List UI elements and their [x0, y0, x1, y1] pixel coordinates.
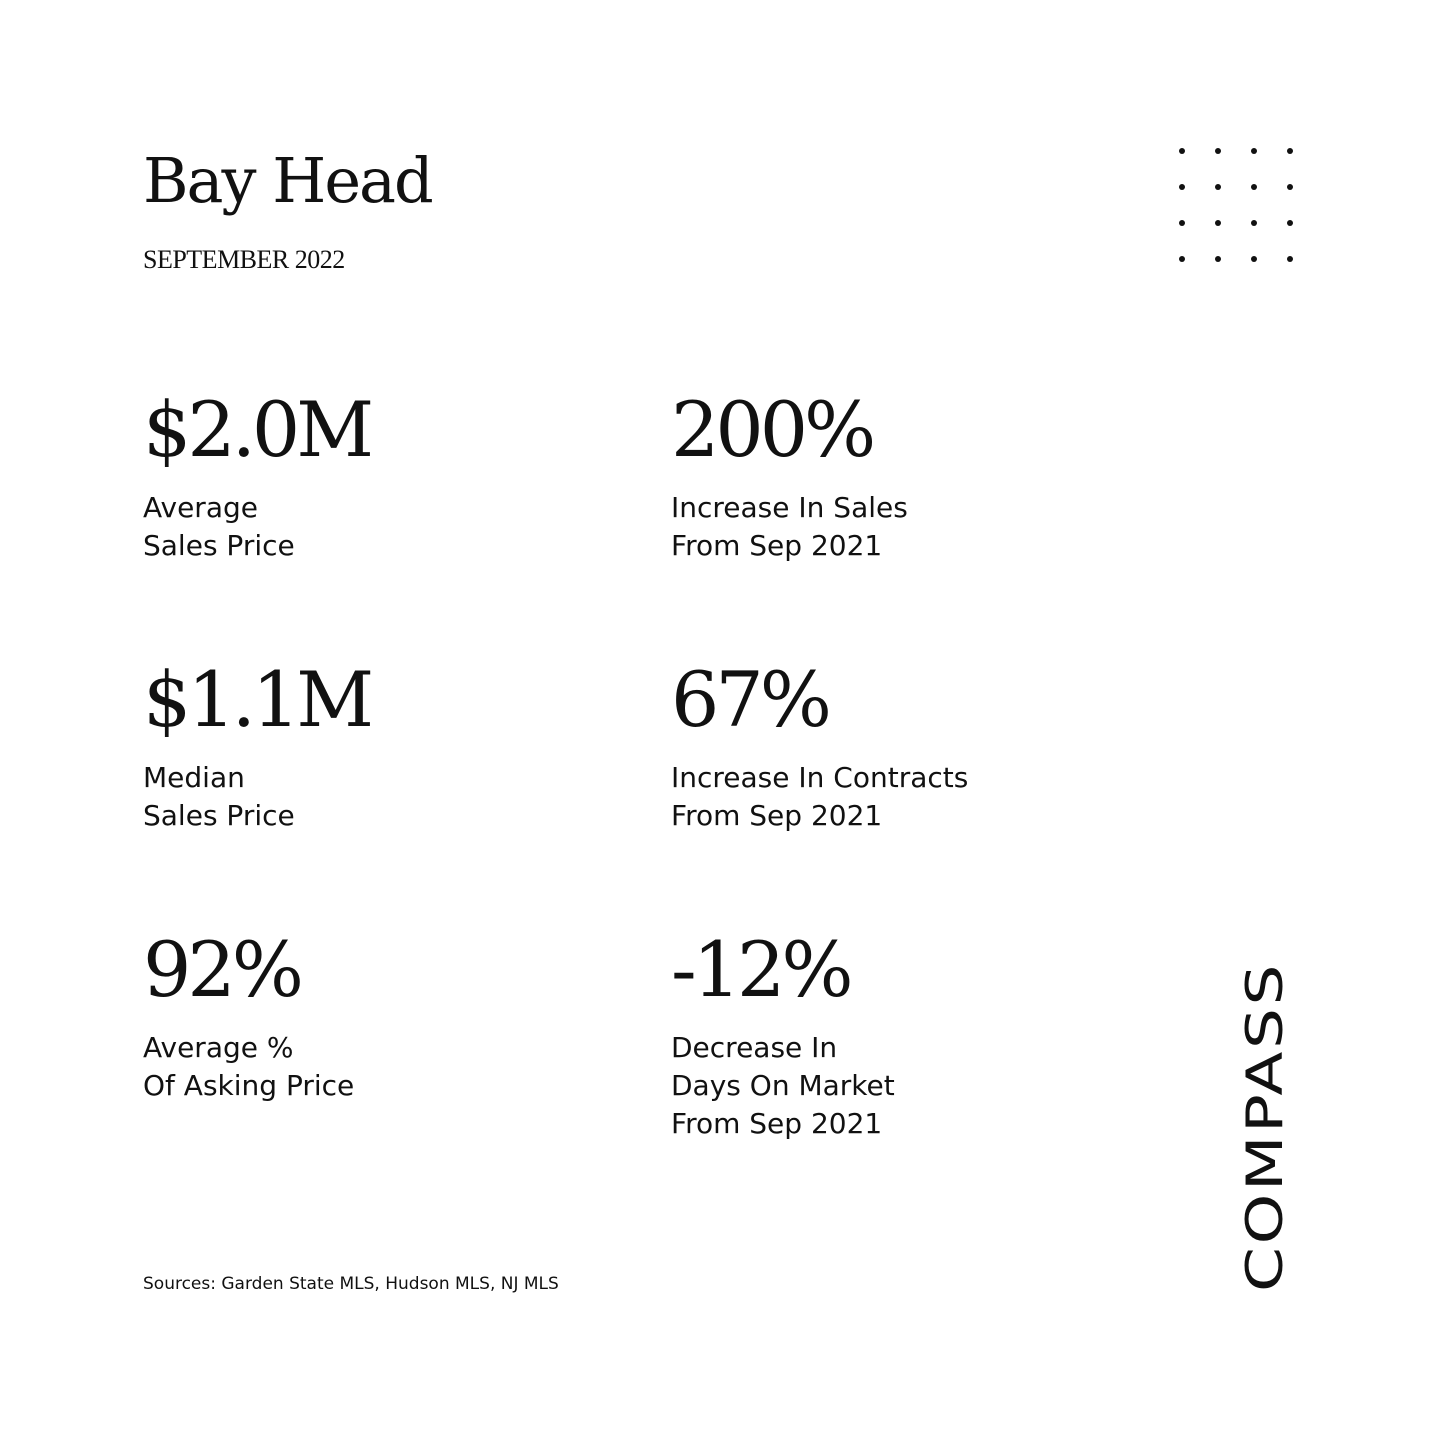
stat-increase-in-sales [671, 385, 908, 565]
stat-increase-in-contracts [671, 655, 969, 835]
dot-grid-icon [1172, 141, 1302, 271]
stat-label: Increase In Contracts From Sep 2021 [671, 761, 969, 832]
stat-label: Increase In Sales From Sep 2021 [671, 491, 908, 562]
page-title: Bay Head [143, 144, 432, 217]
stat-label: Average Sales Price [143, 491, 295, 562]
stat-label: Average % Of Asking Price [143, 1031, 355, 1102]
stat-value: $1.1M [143, 655, 371, 744]
stat-label: Decrease In Days On Market From Sep 2021 [671, 1031, 895, 1140]
stat-value: 92% [143, 925, 300, 1014]
stat-median-sales-price [143, 655, 371, 835]
stat-average-percent-of-asking [143, 925, 355, 1105]
stat-value: 200% [671, 385, 873, 474]
stat-average-sales-price [143, 385, 371, 565]
stat-value: 67% [671, 655, 828, 744]
sources-note: Sources: Garden State MLS, Hudson MLS, NJ MLS [143, 1274, 559, 1294]
stat-days-on-market [671, 925, 895, 1143]
stat-label: Median Sales Price [143, 761, 295, 832]
logo-wordmark: COMPASS [1236, 1035, 1294, 1292]
stat-value: $2.0M [143, 385, 371, 474]
report-date: SEPTEMBER 2022 [143, 245, 345, 274]
stat-value: -12% [671, 925, 850, 1014]
compass-logo-icon [1236, 956, 1294, 1292]
